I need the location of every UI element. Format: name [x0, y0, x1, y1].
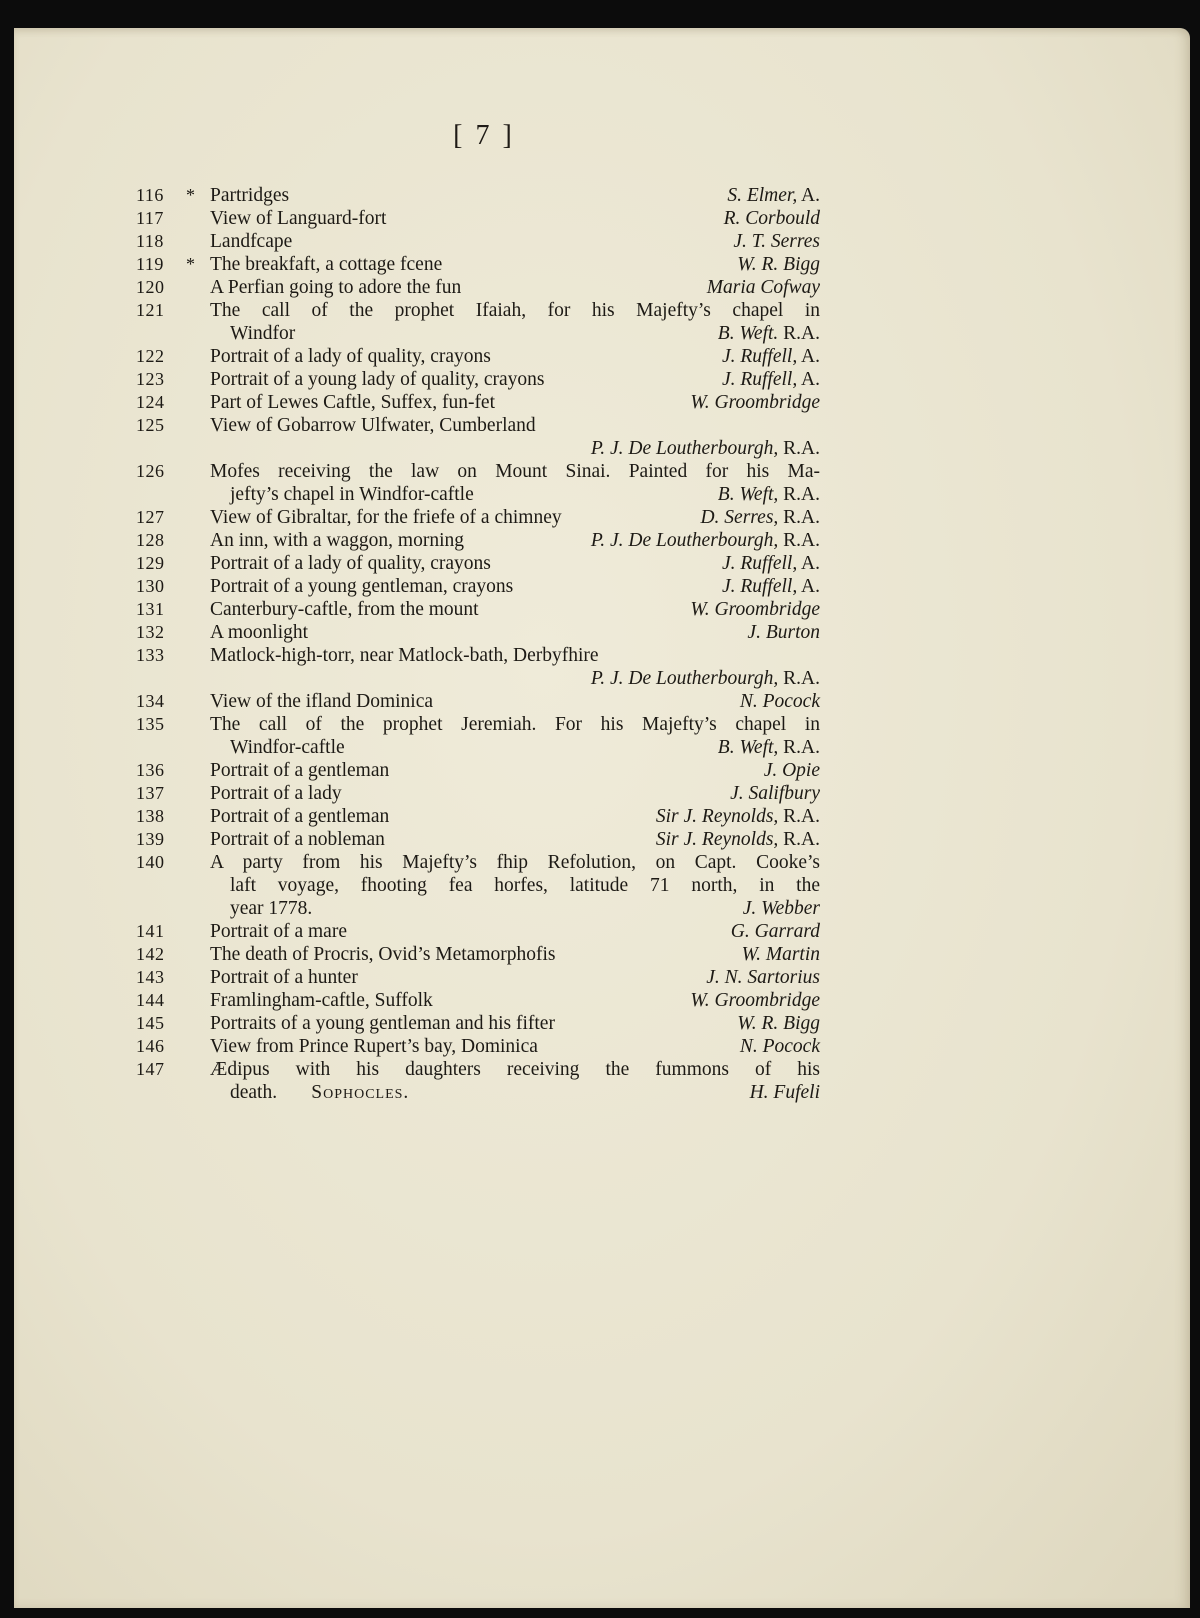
entry-line — [210, 437, 820, 460]
entry-line — [210, 1012, 820, 1035]
entry-number: 142 — [136, 944, 165, 964]
catalogue-entry — [136, 621, 820, 644]
entry-line — [210, 736, 820, 759]
entry-artist: B. Weft. — [717, 323, 779, 344]
entry-line — [210, 644, 820, 667]
entry-line — [210, 391, 820, 414]
entry-title-group — [210, 966, 358, 989]
entry-number: 123 — [136, 369, 165, 389]
entry-text: The call of the prophet Jeremiah. For his Majefty’s chapel in — [210, 714, 820, 735]
entry-attribution — [690, 989, 820, 1012]
entry-title: year 1778. — [230, 898, 313, 919]
entry-attribution — [742, 943, 820, 966]
entry-artist: W. Groombridge — [690, 392, 820, 413]
entry-number: 139 — [136, 829, 165, 849]
entry-number: 131 — [136, 599, 165, 619]
entry-title: Portrait of a gentleman — [210, 760, 390, 781]
catalogue-entry — [136, 552, 820, 575]
entry-attribution — [722, 575, 820, 598]
entry-artist: H. Fufeli — [749, 1082, 820, 1103]
entry-attribution — [743, 897, 820, 920]
entry-number: 136 — [136, 760, 165, 780]
entry-academy-suffix: A. — [801, 369, 820, 390]
entry-title-group — [230, 1081, 409, 1104]
entry-title-group — [210, 253, 442, 276]
entry-title-group — [210, 506, 562, 529]
entry-artist: W. R. Bigg — [737, 254, 820, 275]
catalogue-entry — [136, 966, 820, 989]
entry-artist: J. T. Serres — [733, 231, 820, 252]
entry-artist: J. Opie — [763, 760, 820, 781]
entry-attribution — [718, 322, 820, 345]
catalogue-entry — [136, 529, 820, 552]
entry-number: 125 — [136, 415, 165, 435]
entry-artist: W. R. Bigg — [737, 1013, 820, 1034]
entry-number: 143 — [136, 967, 165, 987]
entry-line — [210, 920, 820, 943]
entry-title-group — [210, 828, 385, 851]
entry-text: A party from his Majefty’s fhip Refolution, on Capt. Cooke’s — [210, 852, 820, 873]
entry-academy-suffix: R.A. — [783, 484, 820, 505]
entry-artist: B. Weft, — [717, 484, 779, 505]
entry-title-group — [210, 782, 342, 805]
entry-line — [210, 874, 820, 897]
entry-title-group — [210, 414, 536, 437]
entry-line — [210, 322, 820, 345]
entry-line — [210, 1035, 820, 1058]
entry-artist: Sir J. Reynolds, — [655, 806, 779, 827]
entry-number: 118 — [136, 231, 164, 251]
entry-attribution — [733, 230, 820, 253]
entry-line — [210, 506, 820, 529]
entry-attribution — [591, 667, 820, 690]
entry-attribution — [722, 552, 820, 575]
catalogue-entry — [136, 184, 820, 207]
entry-title: Matlock-high-torr, near Matlock-bath, Derbyfhire — [210, 645, 599, 666]
entry-academy-suffix: A. — [801, 185, 820, 206]
catalogue-entry — [136, 828, 820, 851]
entry-title: Portrait of a lady of quality, crayons — [210, 553, 491, 574]
entry-number: 133 — [136, 645, 165, 665]
entry-title-group — [210, 1012, 555, 1035]
entry-line — [210, 345, 820, 368]
entry-attribution — [690, 391, 820, 414]
entry-line — [210, 621, 820, 644]
entry-title: View from Prince Rupert’s bay, Dominica — [210, 1036, 538, 1057]
entry-number: 132 — [136, 622, 165, 642]
entry-artist: Maria Cofway — [706, 277, 820, 298]
entry-title: Partridges — [210, 185, 290, 206]
entry-number: 137 — [136, 783, 165, 803]
entry-title-group — [210, 1035, 538, 1058]
entry-line — [210, 690, 820, 713]
exhibition-entries — [136, 184, 820, 1104]
entry-number: 129 — [136, 553, 165, 573]
entry-number: 145 — [136, 1013, 165, 1033]
entry-number: 144 — [136, 990, 165, 1010]
entry-line — [210, 851, 820, 874]
entry-title-group — [210, 184, 289, 207]
entry-title-group — [210, 207, 386, 230]
entry-attribution — [764, 759, 820, 782]
entry-number: 126 — [136, 461, 165, 481]
entry-attribution — [591, 437, 820, 460]
entry-attribution — [656, 828, 820, 851]
entry-line — [210, 483, 820, 506]
catalogue-entry — [136, 207, 820, 230]
entry-number: 147 — [136, 1059, 165, 1079]
catalogue-page — [14, 28, 1190, 1608]
entry-title-group — [210, 345, 491, 368]
entry-artist: W. Groombridge — [690, 599, 820, 620]
catalogue-entry — [136, 782, 820, 805]
entry-attribution — [700, 506, 820, 529]
catalogue-entry — [136, 644, 820, 690]
entry-attribution — [718, 483, 820, 506]
catalogue-entry — [136, 391, 820, 414]
entry-title: Portrait of a mare — [210, 921, 347, 942]
catalogue-entry — [136, 345, 820, 368]
entry-artist: W. Groombridge — [690, 990, 820, 1011]
catalogue-entry — [136, 1035, 820, 1058]
entry-title: Portrait of a gentleman — [210, 806, 390, 827]
page-number-header: [ 7 ] — [453, 120, 515, 151]
entry-artist: J. Burton — [747, 622, 820, 643]
entry-academy-suffix: R.A. — [783, 668, 820, 689]
entry-line — [210, 184, 820, 207]
entry-attribution — [727, 184, 820, 207]
entry-title-group — [210, 690, 433, 713]
entry-attribution — [722, 345, 820, 368]
catalogue-entry — [136, 276, 820, 299]
entry-title-group — [230, 483, 474, 506]
entry-line — [210, 368, 820, 391]
entry-author: Sophocles. — [311, 1082, 410, 1103]
entry-line — [210, 713, 820, 736]
entry-title: Part of Lewes Caftle, Suffex, fun-fet — [210, 392, 496, 413]
entry-academy-suffix: R.A. — [783, 438, 820, 459]
entry-line — [210, 667, 820, 690]
entry-number: 121 — [136, 300, 165, 320]
entry-number: 122 — [136, 346, 165, 366]
entry-number: 128 — [136, 530, 165, 550]
entry-attribution — [730, 782, 820, 805]
entry-title: Canterbury-caftle, from the mount — [210, 599, 479, 620]
entry-title-group — [230, 736, 345, 759]
entry-attribution — [740, 690, 820, 713]
entry-attribution — [722, 368, 820, 391]
entry-artist: J. Ruffell, — [721, 553, 798, 574]
entry-number: 141 — [136, 921, 165, 941]
entry-line — [210, 828, 820, 851]
entry-title: The death of Procris, Ovid’s Metamorphofis — [210, 944, 556, 965]
entry-academy-suffix: R.A. — [783, 737, 820, 758]
entry-attribution — [737, 1012, 820, 1035]
entry-title: View of Gibraltar, for the friefe of a chimney — [210, 507, 562, 528]
entry-attribution — [591, 529, 820, 552]
entry-artist: J. N. Sartorius — [706, 967, 820, 988]
entry-line — [210, 529, 820, 552]
entry-text: laft voyage, fhooting fea horfes, latitude 71 north, in the — [230, 875, 820, 896]
entry-academy-suffix: A. — [801, 553, 820, 574]
entry-line — [210, 782, 820, 805]
entry-academy-suffix: R.A. — [783, 806, 820, 827]
entry-line — [210, 552, 820, 575]
entry-attribution — [718, 736, 820, 759]
catalogue-entry — [136, 575, 820, 598]
entry-title: Landfcape — [210, 231, 293, 252]
entry-academy-suffix: R.A. — [783, 507, 820, 528]
entry-artist: D. Serres, — [700, 507, 779, 528]
entry-number: 124 — [136, 392, 165, 412]
entry-number: 135 — [136, 714, 165, 734]
entry-title: View of Languard-fort — [210, 208, 387, 229]
entry-title: Portrait of a lady of quality, crayons — [210, 346, 491, 367]
entry-title: death. — [230, 1082, 278, 1103]
entry-artist: S. Elmer, — [727, 185, 798, 206]
entry-attribution — [740, 1035, 820, 1058]
entry-number: 116 — [136, 185, 164, 205]
entry-artist: J. Ruffell, — [721, 576, 798, 597]
entry-attribution — [690, 598, 820, 621]
entry-artist: P. J. De Loutherbourgh, — [590, 530, 779, 551]
entry-attribution — [706, 966, 820, 989]
catalogue-entry — [136, 851, 820, 920]
entry-title: An inn, with a waggon, morning — [210, 530, 465, 551]
entry-attribution — [656, 805, 820, 828]
catalogue-entry — [136, 690, 820, 713]
entry-artist: W. Martin — [741, 944, 820, 965]
entry-line — [210, 805, 820, 828]
entry-academy-suffix: R.A. — [783, 530, 820, 551]
catalogue-entry — [136, 713, 820, 759]
entry-number: 120 — [136, 277, 165, 297]
entry-attribution — [731, 920, 820, 943]
entry-title: Portrait of a lady — [210, 783, 342, 804]
entry-artist: J. Salifbury — [730, 783, 820, 804]
entry-number: 117 — [136, 208, 164, 228]
entry-academy-suffix: R.A. — [783, 829, 820, 850]
entry-title: Windfor — [230, 323, 296, 344]
entry-title: Windfor-caftle — [230, 737, 345, 758]
entry-title-group — [210, 644, 599, 667]
catalogue-entry — [136, 759, 820, 782]
entry-title: Portrait of a young lady of quality, crayons — [210, 369, 545, 390]
entry-artist: P. J. De Loutherbourgh, — [590, 668, 779, 689]
entry-title: The breakfaft, a cottage fcene — [210, 254, 443, 275]
entry-title: Portrait of a nobleman — [210, 829, 385, 850]
entry-asterisk: * — [186, 254, 195, 274]
entry-title-group — [210, 805, 389, 828]
entry-line — [210, 230, 820, 253]
entry-title-group — [210, 529, 464, 552]
catalogue-entry — [136, 253, 820, 276]
entry-number: 146 — [136, 1036, 165, 1056]
entry-title-group — [230, 897, 312, 920]
catalogue-entry — [136, 460, 820, 506]
catalogue-entry — [136, 506, 820, 529]
entry-number: 119 — [136, 254, 164, 274]
catalogue-entry — [136, 230, 820, 253]
entry-number: 127 — [136, 507, 165, 527]
entry-title-group — [210, 621, 308, 644]
entry-artist: G. Garrard — [730, 921, 820, 942]
entry-artist: J. Ruffell, — [721, 346, 798, 367]
catalogue-entry — [136, 943, 820, 966]
catalogue-entry — [136, 598, 820, 621]
entry-line — [210, 1081, 820, 1104]
entry-line — [210, 989, 820, 1012]
entry-text: Ædipus with his daughters receiving the fummons of his — [210, 1059, 820, 1080]
entry-title-group — [210, 276, 461, 299]
entry-title-group — [210, 230, 292, 253]
entry-attribution — [750, 1081, 820, 1104]
entry-text: The call of the prophet Ifaiah, for his Majefty’s chapel in — [210, 300, 820, 321]
entry-title: A moonlight — [210, 622, 309, 643]
entry-title: View of Gobarrow Ulfwater, Cumberland — [210, 415, 536, 436]
entry-title-group — [210, 598, 479, 621]
entry-number: 140 — [136, 852, 165, 872]
entry-line — [210, 1058, 820, 1081]
entry-artist: P. J. De Loutherbourgh, — [590, 438, 779, 459]
catalogue-entry — [136, 368, 820, 391]
entry-artist: Sir J. Reynolds, — [655, 829, 779, 850]
entry-line — [210, 759, 820, 782]
entry-artist: J. Ruffell, — [721, 369, 798, 390]
entry-line — [210, 276, 820, 299]
entry-title: jefty’s chapel in Windfor-caftle — [230, 484, 474, 505]
entry-number: 130 — [136, 576, 165, 596]
entry-title-group — [210, 989, 433, 1012]
catalogue-entry — [136, 920, 820, 943]
entry-number: 138 — [136, 806, 165, 826]
entry-title: A Perfian going to adore the fun — [210, 277, 462, 298]
entry-academy-suffix: R.A. — [783, 323, 820, 344]
entry-title: Portrait of a young gentleman, crayons — [210, 576, 514, 597]
entry-text: Mofes receiving the law on Mount Sinai. Painted for his Ma- — [210, 461, 820, 482]
entry-academy-suffix: A. — [801, 346, 820, 367]
entry-line — [210, 575, 820, 598]
entry-academy-suffix: A. — [801, 576, 820, 597]
entry-artist: J. Webber — [742, 898, 820, 919]
catalogue-entry — [136, 1012, 820, 1035]
entry-title-group — [210, 368, 545, 391]
catalogue-entry — [136, 805, 820, 828]
entry-line — [210, 598, 820, 621]
entry-line — [210, 207, 820, 230]
entry-artist: R. Corbould — [723, 208, 820, 229]
entry-line — [210, 943, 820, 966]
entry-title: Framlingham-caftle, Suffolk — [210, 990, 433, 1011]
entry-artist: B. Weft, — [717, 737, 779, 758]
entry-line — [210, 460, 820, 483]
entry-title-group — [210, 391, 495, 414]
entry-title: View of the ifland Dominica — [210, 691, 434, 712]
entry-title: Portrait of a hunter — [210, 967, 358, 988]
entry-title-group — [210, 575, 513, 598]
entry-artist: N. Pocock — [739, 691, 820, 712]
entry-line — [210, 253, 820, 276]
catalogue-entry — [136, 989, 820, 1012]
catalogue-entry — [136, 299, 820, 345]
entry-line — [210, 966, 820, 989]
catalogue-entry — [136, 1058, 820, 1104]
entry-line — [210, 897, 820, 920]
entry-attribution — [737, 253, 820, 276]
entry-attribution — [707, 276, 820, 299]
entry-title-group — [230, 322, 295, 345]
entry-attribution — [724, 207, 820, 230]
entry-line — [210, 414, 820, 437]
entry-number: 134 — [136, 691, 165, 711]
catalogue-entry — [136, 414, 820, 460]
entry-title-group — [210, 920, 347, 943]
entry-asterisk: * — [186, 185, 195, 205]
entry-line — [210, 299, 820, 322]
entry-title-group — [210, 943, 556, 966]
entry-title: Portraits of a young gentleman and his fifter — [210, 1013, 555, 1034]
entry-attribution — [747, 621, 820, 644]
entry-title-group — [210, 759, 389, 782]
entry-title-group — [210, 552, 491, 575]
entry-artist: N. Pocock — [739, 1036, 820, 1057]
